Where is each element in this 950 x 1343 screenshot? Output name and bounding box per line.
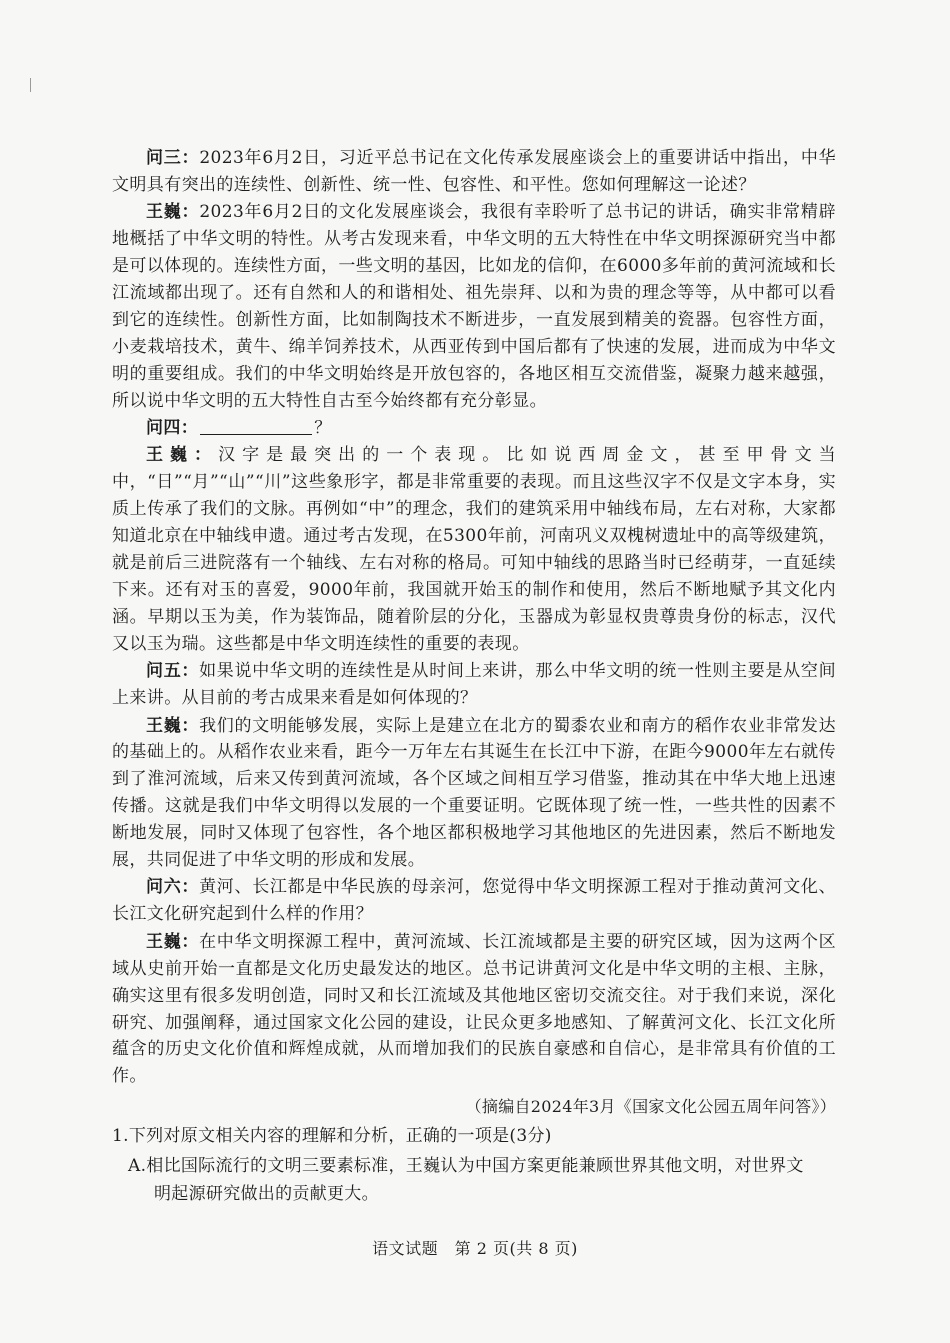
question-1 xyxy=(112,1122,836,1208)
speaker-label: 王巍： xyxy=(146,445,219,466)
interview-paragraph-q3 xyxy=(112,145,836,199)
page-footer: 语文试题 第 2 页(共 8 页) xyxy=(372,1239,578,1258)
paragraph-text: 汉字是最突出的一个表现。比如说西周金文，甚至甲骨文当中，“日”“月”“山”“川”这些象形字，都是非常重要的表现。而且这些汉字不仅是文字本身，实质上传承了我们的文脉。再例如“中”的理念，我们的建筑采用中轴线布局，左右对称，大家都知道北京在中轴线申遗。通过考古发现，在5300年前，河南巩义双槐树遗址中的高等级建筑，就是前后三进院落有一个轴线、左右对称的格局。可知中轴线的思路当时已经萌芽，一直延续下来。还有对玉的喜爱，9000年前，我国就开始玉的制作和使用，然后不断地赋予其文化内涵。早期以玉为美，作为装饰品，随着阶层的分化，玉器成为彰显权贵尊贵身份的标志，汉代又以玉为瑞。这些都是中华文明连续性的重要的表现。 xyxy=(112,445,837,654)
interview-paragraph-a5 xyxy=(112,713,836,874)
option-a-line2: 明起源研究做出的贡献更大。 xyxy=(154,1184,379,1204)
speaker-label: 王巍： xyxy=(146,202,200,223)
paragraph-text: 我们的文明能够发展，实际上是建立在北方的蜀黍农业和南方的稻作农业非常发达的基础上的。从稻作农业来看，距今一万年左右其诞生在长江中下游，在距今9000年左右就传到了淮河流域，后来又传到黄河流域，各个区域之间相互学习借鉴，推动其在中华大地上迅速传播。这就是我们中华文明得以发展的一个重要证明。它既体现了统一性，一些共性的因素不断地发展，同时又体现了包容性，各个地区都积极地学习其他地区的先进因素，然后不断地发展，共同促进了中华文明的形成和发展。 xyxy=(112,715,836,871)
paragraph-text: 在中华文明探源工程中，黄河流域、长江流域都是主要的研究区域，因为这两个区域从史前开始一直都是文化历史最发达的地区。总书记讲黄河文化是中华文明的主根、主脉，确实这里有很多发明创造，同时又和长江流域及其他地区密切交流交往。对于我们来说，深化研究、加强阐释，通过国家文化公园的建设，让民众更多地感知、了解黄河文化、长江文化所蕴含的历史文化价值和辉煌成就，从而增加我们的民族自豪感和自信心，是非常具有价值的工作。 xyxy=(112,931,836,1087)
interview-paragraph-a3 xyxy=(112,199,836,414)
speaker-label: 王巍： xyxy=(146,715,200,736)
speaker-label: 王巍： xyxy=(146,931,200,952)
interview-body xyxy=(112,145,836,1121)
speaker-label: 问三： xyxy=(146,148,200,168)
interview-paragraph-a4 xyxy=(112,442,836,657)
speaker-label: 问四： xyxy=(146,418,199,439)
source-citation: （摘编自2024年3月《国家文化公园五周年问答》） xyxy=(465,1097,836,1117)
option-a-line1: A.相比国际流行的文明三要素标准，王巍认为中国方案更能兼顾世界其他文明，对世界文 xyxy=(128,1156,804,1176)
option-a[interactable] xyxy=(112,1152,836,1208)
question-stem: 1.下列对原文相关内容的理解和分析，正确的一项是(3分) xyxy=(112,1126,552,1146)
interview-paragraph-q5 xyxy=(112,658,836,712)
answer-blank[interactable] xyxy=(200,418,312,435)
speaker-label: 问六： xyxy=(146,877,200,898)
paragraph-text: 2023年6月2日的文化发展座谈会，我很有幸聆听了总书记的讲话，确实非常精辟地概括了中华文明的特性。从考古发现来看，中华文明的五大特性在中华文明探源研究当中都是可以体现的。连续性方面，一些文明的基因，比如龙的信仰，在6000多年前的黄河流域和长江流域都出现了。还有自然和人的和谐相处、祖先崇拜、以和为贵的理念等等，从中都可以看到它的连续性。创新性方面，比如制陶技术不断进步，一直发展到精美的瓷器。包容性方面，小麦栽培技术，黄牛、绵羊饲养技术，从西亚传到中国后都有了快速的发展，进而成为中华文明的重要组成。我们的中华文明始终是开放包容的，各地区相互交流借鉴，凝聚力越来越强，所以说中华文明的五大特性自古至今始终都有充分彰显。 xyxy=(112,202,836,411)
interview-paragraph-q6 xyxy=(112,874,836,928)
paragraph-text: ？ xyxy=(314,418,332,439)
paragraph-text: 2023年6月2日，习近平总书记在文化传承发展座谈会上的重要讲话中指出，中华文明具有突出的连续性、创新性、统一性、包容性、和平性。您如何理解这一论述？ xyxy=(112,148,836,195)
interview-paragraph-a6 xyxy=(112,929,836,1090)
speaker-label: 问五： xyxy=(146,661,200,682)
paragraph-text: 黄河、长江都是中华民族的母亲河，您觉得中华文明探源工程对于推动黄河文化、长江文化研究起到什么样的作用？ xyxy=(112,877,836,925)
paragraph-text: 如果说中华文明的连续性是从时间上来讲，那么中华文明的统一性则主要是从空间上来讲。从目前的考古成果来看是如何体现的？ xyxy=(112,661,836,709)
page-edge-mark xyxy=(30,78,31,92)
interview-paragraph-q4 xyxy=(112,415,836,442)
